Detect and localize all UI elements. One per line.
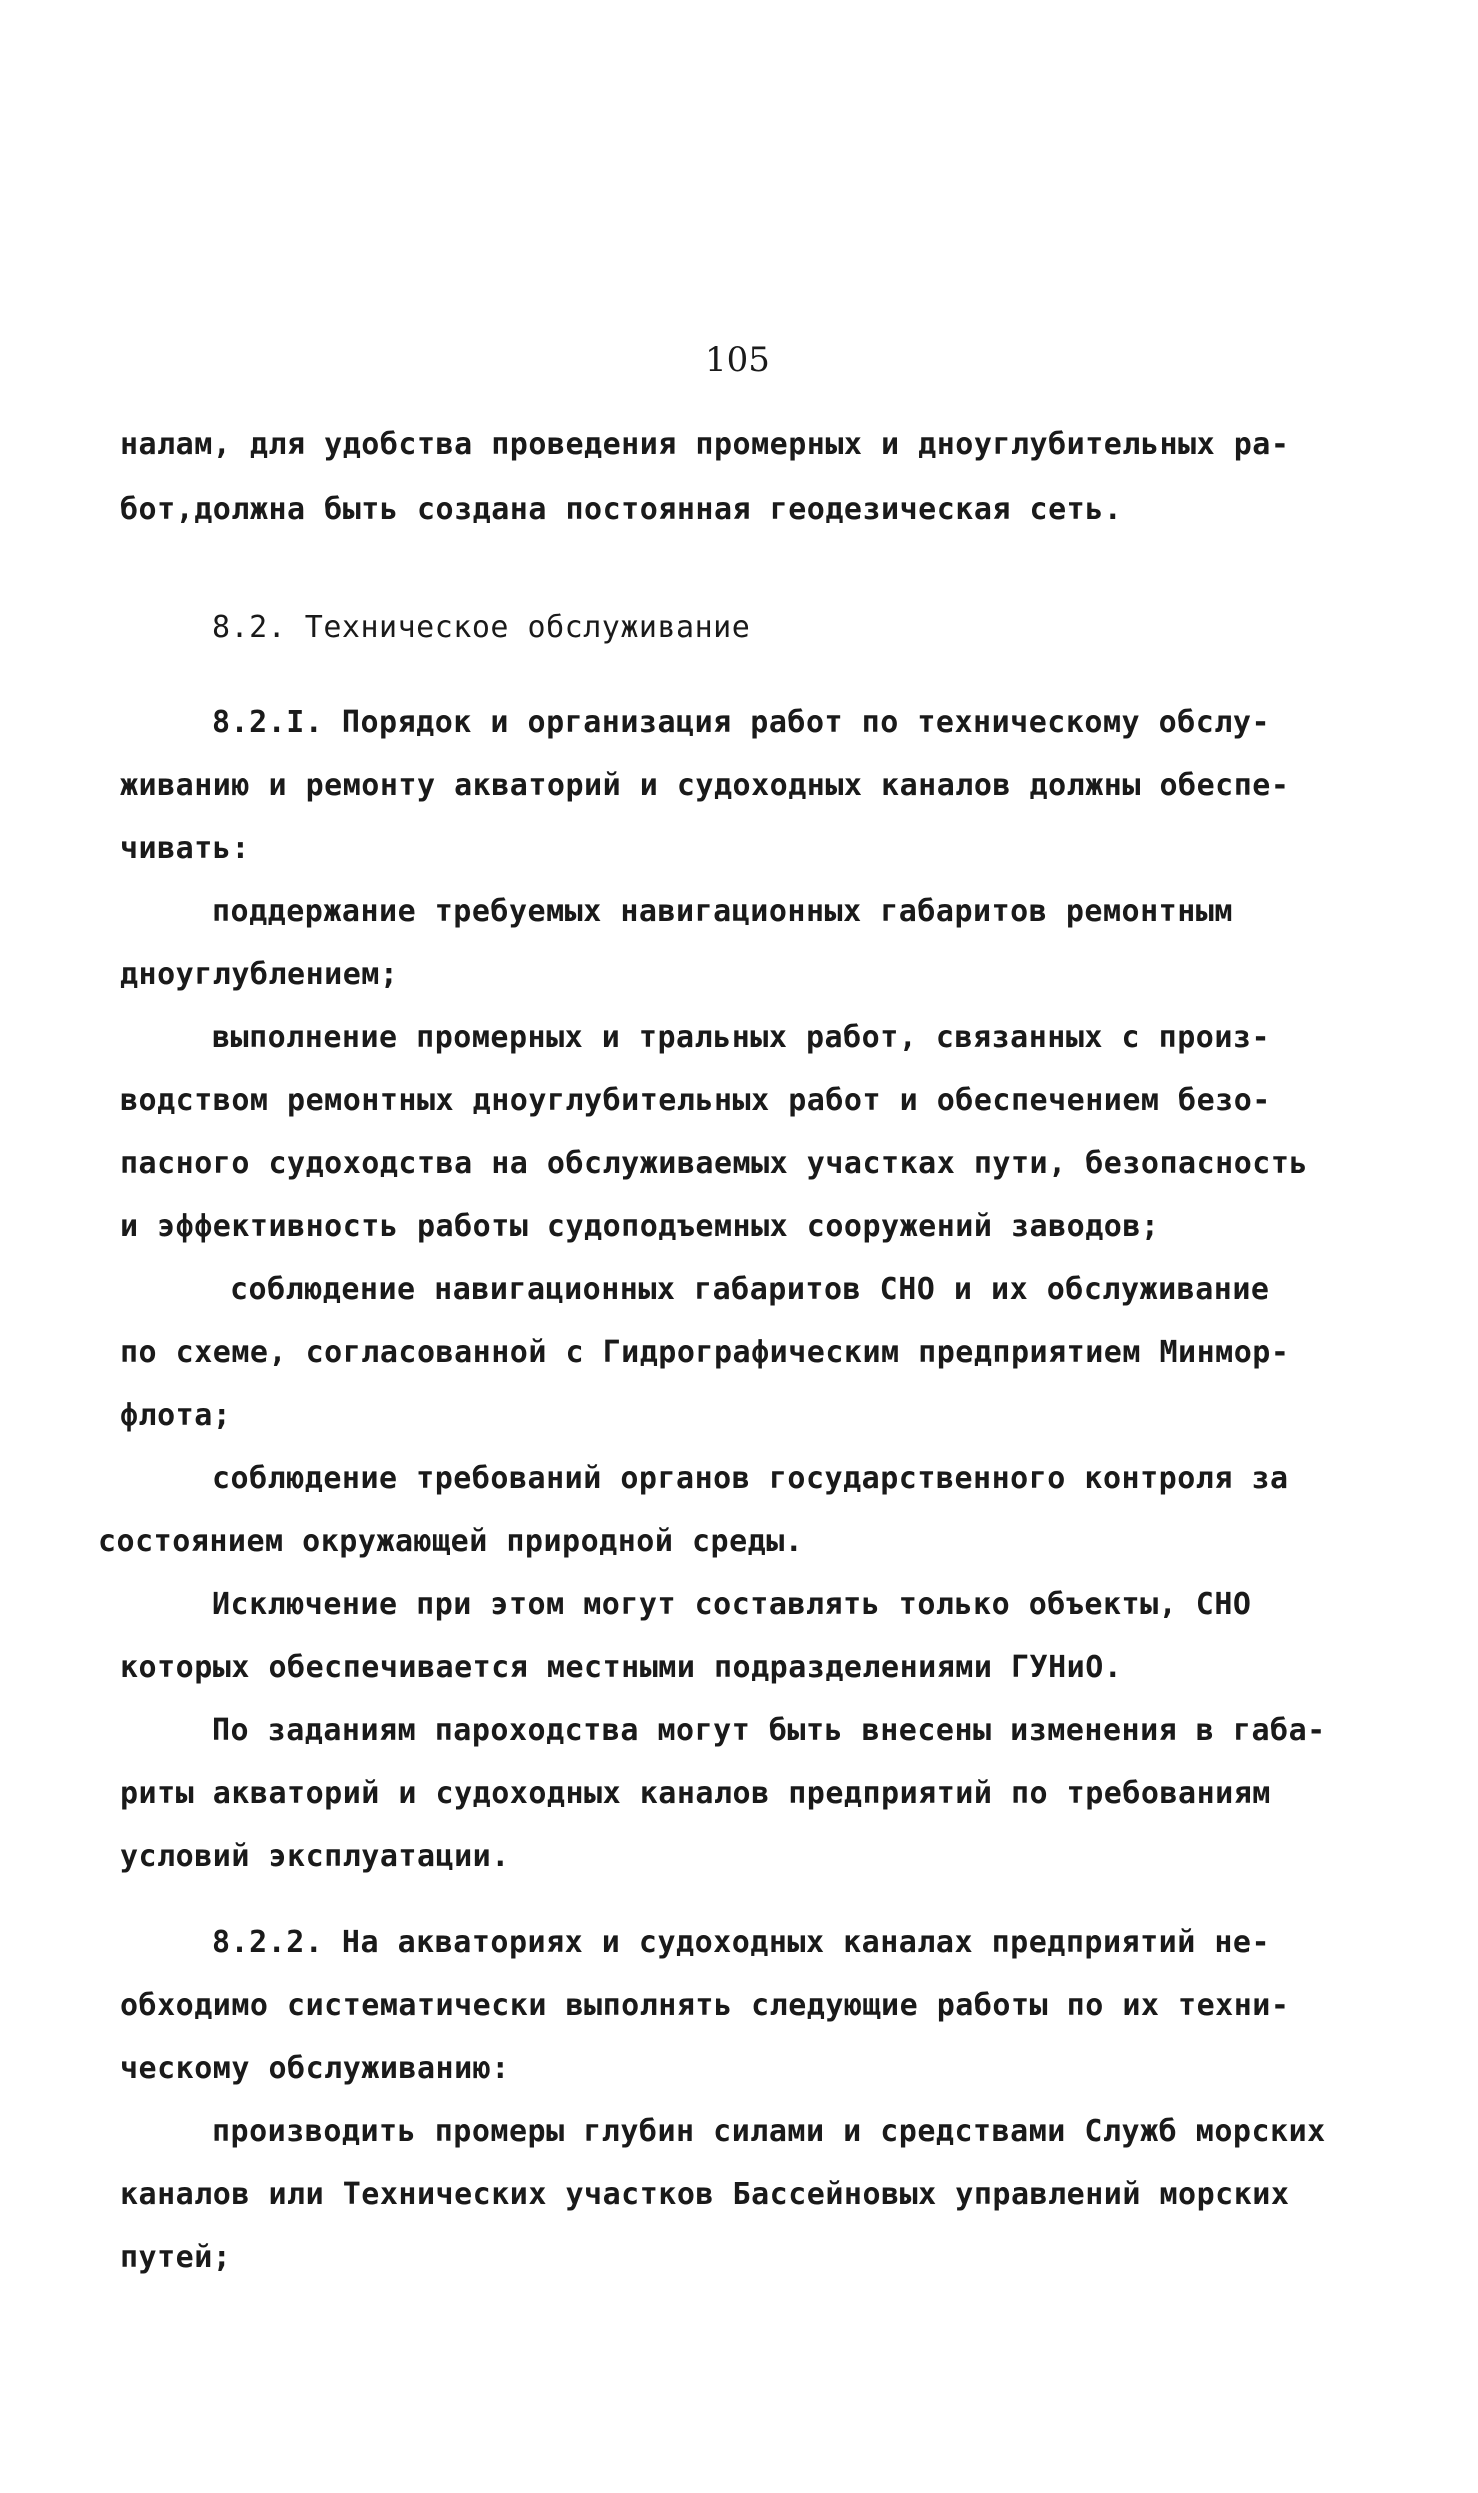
text-line: соблюдение навигационных габаритов СНО и их обслуживание	[230, 1272, 1270, 1307]
section-heading: 8.2. Техническое обслуживание	[212, 610, 751, 645]
text-line: производить промеры глубин силами и средствами Служб морских	[212, 2114, 1326, 2149]
text-line: 8.2.I. Порядок и организация работ по техническому обслу-	[212, 705, 1271, 740]
text-line: соблюдение требований органов государственного контроля за	[212, 1461, 1289, 1496]
text-line: путей;	[120, 2240, 232, 2275]
text-line: выполнение промерных и тральных работ, связанных с произ-	[212, 1020, 1271, 1055]
text-line: ческому обслуживанию:	[120, 2051, 510, 2086]
text-line: водством ремонтных дноуглубительных работ и обеспечением безо-	[120, 1083, 1271, 1118]
text-line: обходимо систематически выполнять следующие работы по их техни-	[120, 1988, 1290, 2023]
text-line: бот,должна быть создана постоянная геодезическая сеть.	[120, 492, 1123, 527]
text-line: по схеме, согласованной с Гидрографическим предприятием Минмор-	[120, 1335, 1290, 1370]
text-line: флота;	[120, 1398, 232, 1433]
text-line: каналов или Технических участков Бассейновых управлений морских	[120, 2177, 1290, 2212]
text-line: пасного судоходства на обслуживаемых участках пути, безопасность	[120, 1146, 1308, 1181]
text-line: По заданиям пароходства могут быть внесены изменения в габа-	[212, 1713, 1326, 1748]
text-line: Исключение при этом могут составлять только объекты, СНО	[212, 1587, 1252, 1622]
page-number: 105	[705, 340, 770, 380]
text-line: дноуглублением;	[120, 957, 399, 992]
text-line: состоянием окружающей природной среды.	[98, 1524, 804, 1559]
text-line: и эффективность работы судоподъемных сооружений заводов;	[120, 1209, 1160, 1244]
text-line: чивать:	[120, 831, 250, 866]
text-line: условий эксплуатации.	[120, 1839, 510, 1874]
text-line: налам, для удобства проведения промерных и дноуглубительных ра-	[120, 427, 1290, 462]
text-line: поддержание требуемых навигационных габаритов ремонтным	[212, 894, 1233, 929]
text-line: 8.2.2. На акваториях и судоходных каналах предприятий не-	[212, 1925, 1271, 1960]
text-line: риты акваторий и судоходных каналов предприятий по требованиям	[120, 1776, 1271, 1811]
text-line: которых обеспечивается местными подразделениями ГУНиО.	[120, 1650, 1123, 1685]
text-line: живанию и ремонту акваторий и судоходных каналов должны обеспе-	[120, 768, 1290, 803]
